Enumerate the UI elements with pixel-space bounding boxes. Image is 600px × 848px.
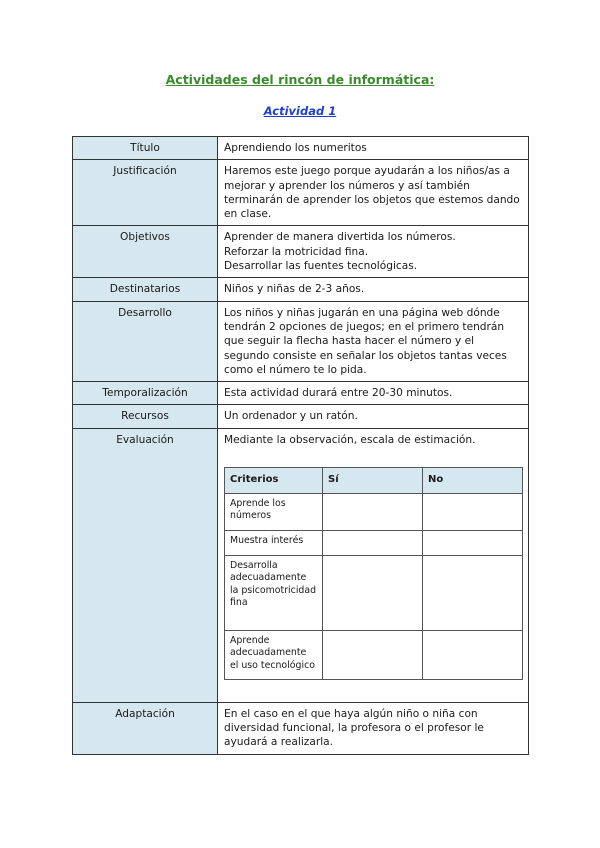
row-value: Esta actividad durará entre 20-30 minutos.: [218, 382, 529, 405]
row-value: Niños y niñas de 2-3 años.: [218, 278, 529, 301]
row-label: Título: [73, 137, 218, 160]
row-label: Desarrollo: [73, 301, 218, 381]
criterion-si-cell: [323, 630, 423, 679]
row-value: [218, 428, 529, 702]
evaluation-text: Mediante la observación, escala de estimación.: [224, 433, 476, 446]
table-row: [73, 382, 529, 405]
table-row: [73, 301, 529, 381]
criterion-label: Muestra interés: [225, 530, 323, 555]
criterion-no-cell: [423, 630, 523, 679]
row-label: Objetivos: [73, 226, 218, 278]
row-label: Recursos: [73, 405, 218, 428]
criterion-si-cell: [323, 530, 423, 555]
criteria-row: [225, 630, 523, 679]
criteria-row: [225, 555, 523, 630]
criterion-label: Aprende adecuadamente el uso tecnológico: [225, 630, 323, 679]
row-value: Haremos este juego porque ayudarán a los niños/as a mejorar y aprender los números y así también terminarán de aprender los objetos que estemos dando en clase.: [218, 160, 529, 226]
objective-line: Reforzar la motricidad fina.: [224, 245, 369, 258]
header-criterios: Criterios: [225, 468, 323, 494]
row-value: Los niños y niñas jugarán en una página web dónde tendrán 2 opciones de juegos; en el primero tendrán que seguir la flecha hasta hacer el número y el segundo consiste en señalar los objetos tantas veces como el número te lo pida.: [218, 301, 529, 381]
table-row: [73, 702, 529, 754]
row-value: Un ordenador y un ratón.: [218, 405, 529, 428]
criterion-no-cell: [423, 530, 523, 555]
row-label: Temporalización: [73, 382, 218, 405]
criterion-si-cell: [323, 493, 423, 530]
criterion-si-cell: [323, 555, 423, 630]
table-row: [73, 278, 529, 301]
table-row: [73, 226, 529, 278]
table-row: [73, 137, 529, 160]
criterion-no-cell: [423, 555, 523, 630]
row-label: Justificación: [73, 160, 218, 226]
activity-table: [72, 136, 529, 755]
row-value: Aprendiendo los numeritos: [218, 137, 529, 160]
row-label: Evaluación: [73, 428, 218, 702]
criterion-label: Desarrolla adecuadamente la psicomotricidad fina: [225, 555, 323, 630]
objective-line: Aprender de manera divertida los números.: [224, 231, 456, 244]
row-value: En el caso en el que haya algún niño o niña con diversidad funcional, la profesora o el profesor le ayudará a realizarla.: [218, 702, 529, 754]
header-si: Sí: [323, 468, 423, 494]
row-label: Destinatarios: [73, 278, 218, 301]
criteria-row: [225, 530, 523, 555]
criterion-no-cell: [423, 493, 523, 530]
criteria-row: [225, 493, 523, 530]
criterion-label: Aprende los números: [225, 493, 323, 530]
table-row: [73, 160, 529, 226]
table-row: [73, 405, 529, 428]
evaluation-criteria-table: [224, 467, 523, 680]
row-value: [218, 226, 529, 278]
header-no: No: [423, 468, 523, 494]
objective-line: Desarrollar las fuentes tecnológicas.: [224, 260, 418, 273]
criteria-header-row: [225, 468, 523, 494]
activity-subtitle: Actividad 1: [263, 104, 337, 118]
table-row: [73, 428, 529, 702]
row-label: Adaptación: [73, 702, 218, 754]
page-title: Actividades del rincón de informática:: [165, 72, 435, 87]
